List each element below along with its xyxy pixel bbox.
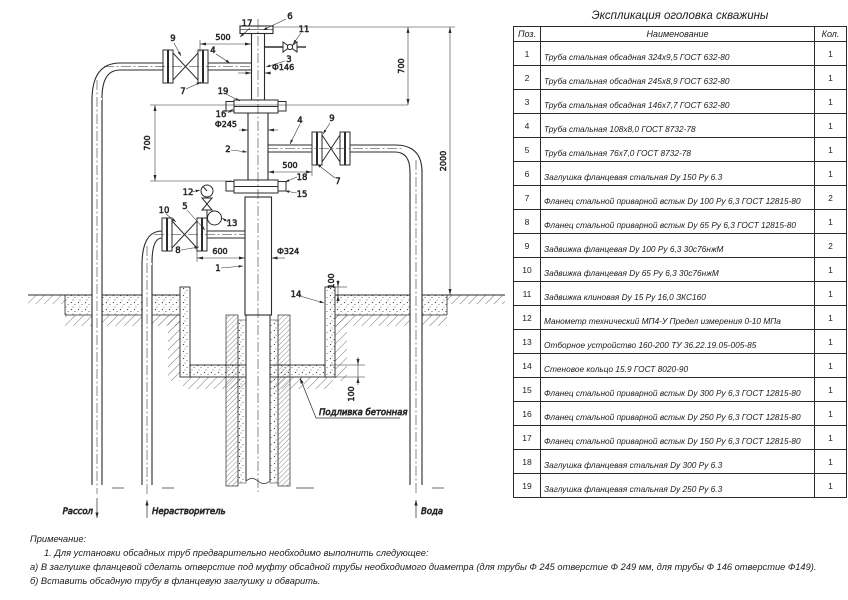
dim-500-top: 500 — [215, 33, 231, 42]
notes-item-1: 1. Для установки обсадных труб предварительно необходимо выполнить следующее: — [44, 547, 429, 558]
spec-header-row — [514, 27, 847, 42]
col-header-name: Наименование — [541, 27, 815, 42]
row-name: Фланец стальной приварной встык Dy 150 Py 6,3 ГОСТ 12815-80 — [541, 426, 815, 450]
table-row — [514, 234, 847, 258]
callout-12: 12 — [182, 188, 194, 198]
row-pos: 1 — [514, 42, 541, 66]
table-row — [514, 378, 847, 402]
table-row — [514, 354, 847, 378]
dim-600: 600 — [212, 247, 228, 256]
table-row — [514, 186, 847, 210]
row-name: Труба стальная обсадная 324х9,5 ГОСТ 632-80 — [541, 42, 815, 66]
table-row — [514, 450, 847, 474]
col-header-pos: Поз. — [514, 27, 541, 42]
row-qty: 1 — [815, 138, 847, 162]
table-row — [514, 306, 847, 330]
row-qty: 1 — [815, 378, 847, 402]
row-qty: 1 — [815, 426, 847, 450]
callout-18: 18 — [296, 173, 308, 183]
flange-joint-324 — [226, 180, 286, 193]
row-pos: 9 — [514, 234, 541, 258]
row-pos: 14 — [514, 354, 541, 378]
dim-700-right: 700 — [397, 58, 406, 74]
row-qty: 1 — [815, 42, 847, 66]
table-row — [514, 258, 847, 282]
row-pos: 17 — [514, 426, 541, 450]
table-row — [514, 42, 847, 66]
callout-3: 3 — [286, 55, 292, 65]
row-pos: 8 — [514, 210, 541, 234]
row-name: Манометр технический МП4-У Предел измерения 0-10 МПа — [541, 306, 815, 330]
row-qty: 1 — [815, 66, 847, 90]
table-row — [514, 282, 847, 306]
row-name: Задвижка фланцевая Dy 100 Py 6,3 30с76нжМ — [541, 234, 815, 258]
specification-panel — [513, 10, 847, 498]
row-pos: 4 — [514, 114, 541, 138]
cement-annulus-right — [270, 320, 278, 483]
callout-11: 11 — [298, 25, 310, 35]
callout-19: 19 — [217, 87, 229, 97]
row-pos: 7 — [514, 186, 541, 210]
row-qty: 2 — [815, 234, 847, 258]
callout-17: 17 — [241, 19, 253, 29]
dim-dia245: Ф245 — [214, 120, 237, 129]
callout-16: 16 — [215, 110, 227, 120]
table-row — [514, 138, 847, 162]
row-name: Заглушка фланцевая стальная Dy 250 Py 6.3 — [541, 474, 815, 498]
sampling-coil — [208, 211, 222, 225]
row-pos: 19 — [514, 474, 541, 498]
row-qty: 1 — [815, 162, 847, 186]
row-qty: 1 — [815, 282, 847, 306]
callout-9-left: 9 — [170, 34, 176, 44]
callout-2: 2 — [225, 145, 231, 155]
dim-700-left: 700 — [143, 135, 152, 151]
callout-5: 5 — [182, 202, 188, 212]
row-qty: 1 — [815, 402, 847, 426]
col-header-qty: Кол. — [815, 27, 847, 42]
row-qty: 1 — [815, 474, 847, 498]
notes-item-3: б) Вставить обсадную трубу в фланцевую заглушку и обварить. — [30, 575, 321, 586]
row-name: Фланец стальной приварной встык Dy 100 Py 6,3 ГОСТ 12815-80 — [541, 186, 815, 210]
cement-annulus-left — [238, 320, 246, 483]
row-pos: 5 — [514, 138, 541, 162]
conductor-wall-right — [278, 315, 290, 486]
dim-100-slab: 100 — [347, 386, 356, 402]
concrete-apron-right — [335, 295, 447, 315]
row-pos: 18 — [514, 450, 541, 474]
callout-13: 13 — [226, 219, 238, 229]
row-name: Задвижка фланцевая Dy 65 Py 6,3 30с76нжМ — [541, 258, 815, 282]
row-name: Заглушка фланцевая стальная Dy 300 Py 6.3 — [541, 450, 815, 474]
callout-7-left: 7 — [180, 87, 186, 97]
row-name: Фланец стальной приварной встык Dy 250 Py 6,3 ГОСТ 12815-80 — [541, 402, 815, 426]
pit-wall-right — [325, 287, 335, 377]
notes-heading: Примечание: — [30, 534, 87, 544]
row-pos: 11 — [514, 282, 541, 306]
callout-7-right: 7 — [335, 177, 341, 187]
row-qty: 1 — [815, 90, 847, 114]
callout-15: 15 — [296, 190, 308, 200]
row-name: Труба стальная 76х7,0 ГОСТ 8732-78 — [541, 138, 815, 162]
dim-100-apron: 100 — [327, 273, 336, 289]
concrete-apron-left — [65, 295, 180, 315]
dim-500-mid: 500 — [282, 161, 298, 170]
table-row — [514, 90, 847, 114]
row-name: Фланец стальной приварной встык Dy 65 Py 6,3 ГОСТ 12815-80 — [541, 210, 815, 234]
dim-dia324: Ф324 — [277, 247, 300, 256]
row-qty: 1 — [815, 258, 847, 282]
table-row — [514, 162, 847, 186]
callout-10: 10 — [158, 206, 170, 216]
row-qty: 1 — [815, 330, 847, 354]
pit-wall-left — [180, 287, 190, 377]
flow-label-nonsolvent: Нерастворитель — [152, 507, 226, 517]
row-pos: 13 — [514, 330, 541, 354]
callout-6: 6 — [287, 12, 293, 22]
table-row — [514, 66, 847, 90]
row-pos: 2 — [514, 66, 541, 90]
table-row — [514, 426, 847, 450]
table-row — [514, 402, 847, 426]
row-pos: 10 — [514, 258, 541, 282]
flow-label-water: Вода — [421, 507, 444, 517]
row-name: Фланец стальной приварной встык Dy 300 Py 6,3 ГОСТ 12815-80 — [541, 378, 815, 402]
row-qty: 1 — [815, 354, 847, 378]
row-qty: 1 — [815, 114, 847, 138]
row-pos: 12 — [514, 306, 541, 330]
row-pos: 3 — [514, 90, 541, 114]
row-name: Труба стальная 108х8,0 ГОСТ 8732-78 — [541, 114, 815, 138]
row-name: Заглушка фланцевая стальная Dy 150 Py 6.3 — [541, 162, 815, 186]
row-qty: 1 — [815, 210, 847, 234]
row-qty: 1 — [815, 306, 847, 330]
table-row — [514, 330, 847, 354]
row-pos: 6 — [514, 162, 541, 186]
row-name: Труба стальная обсадная 245х8,9 ГОСТ 632-80 — [541, 66, 815, 90]
callout-14: 14 — [290, 290, 302, 300]
conductor-wall-left — [226, 315, 238, 486]
concrete-grout-label: Подливка бетонная — [319, 408, 408, 418]
notes-item-2: а) В заглушке фланцевой сделать отверстие под муфту обсадной трубы необходимого диаметра (для трубы Ф 245 отверстие Ф 249 мм, для трубы Ф 146 отверстие Ф149). — [30, 561, 817, 572]
table-row — [514, 474, 847, 498]
flange-joint-245 — [226, 100, 286, 113]
row-qty: 1 — [815, 450, 847, 474]
table-row — [514, 210, 847, 234]
row-qty: 2 — [815, 186, 847, 210]
callout-9-right: 9 — [329, 114, 335, 124]
callout-4-right: 4 — [297, 116, 303, 126]
notes-block — [30, 533, 842, 589]
dim-dia146: Ф146 — [272, 63, 295, 72]
row-pos: 16 — [514, 402, 541, 426]
callout-4-left: 4 — [210, 46, 216, 56]
callout-1: 1 — [215, 264, 221, 274]
wedge-valve-11 — [265, 42, 307, 52]
row-name: Задвижка клиновая Dy 15 Py 16,0 ЗКС160 — [541, 282, 815, 306]
table-row — [514, 114, 847, 138]
spec-table — [513, 26, 847, 498]
flow-label-brine: Рассол — [62, 507, 93, 517]
row-name: Отборное устройство 160-200 ТУ 36.22.19.05-005-85 — [541, 330, 815, 354]
row-name: Труба стальная обсадная 146х7,7 ГОСТ 632-80 — [541, 90, 815, 114]
callout-8: 8 — [175, 246, 181, 256]
dim-2000: 2000 — [439, 150, 448, 172]
row-name: Стеновое кольцо 15.9 ГОСТ 8020-90 — [541, 354, 815, 378]
spec-title: Экспликация оголовка скважины — [591, 10, 769, 22]
row-pos: 15 — [514, 378, 541, 402]
